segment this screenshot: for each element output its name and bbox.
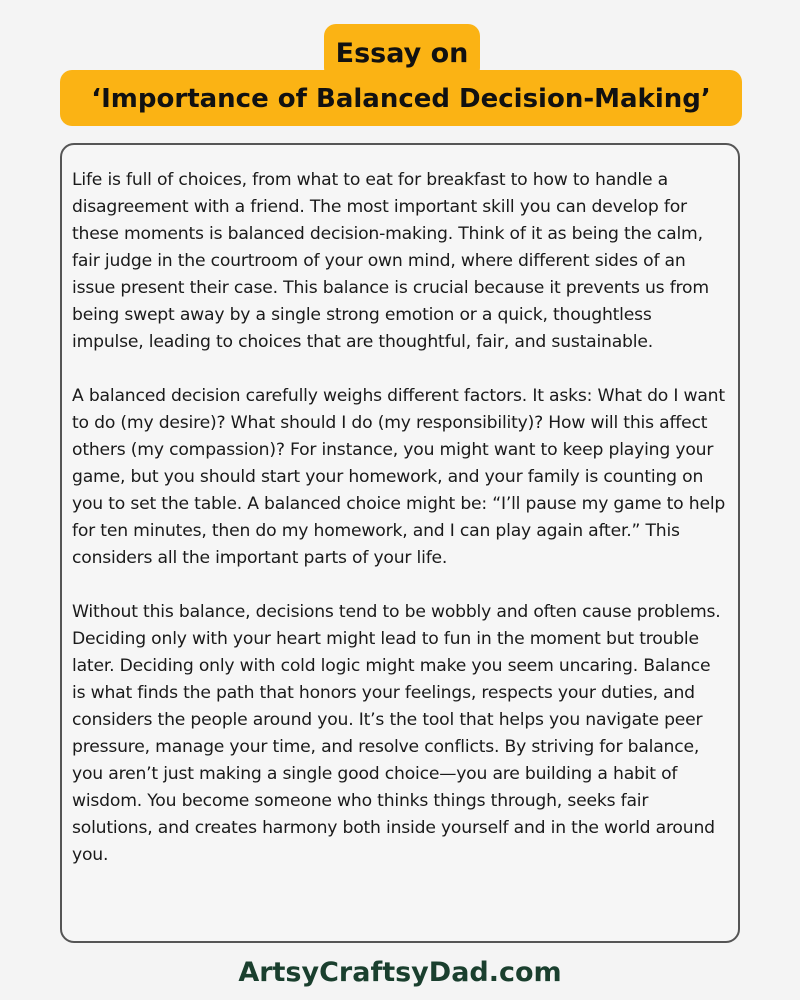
essay-paragraph-2: A balanced decision carefully weighs different factors. It asks: What do I want to do (my desire)? What should I do (my responsibility)? How will this affect others (my compassion)? For instance, you might want to keep playing your game, but you should start your homework, and your family is counting on you to set the table. A balanced choice might be: “I’ll pause my game to help for ten minutes, then do my homework, and I can play again after.” This considers all the important parts of your life.: [72, 386, 726, 568]
essay-paragraph-1: Life is full of choices, from what to eat for breakfast to how to handle a disagreement with a friend. The most important skill you can develop for these moments is balanced decision-making. Think of it as being the calm, fair judge in the courtroom of your own mind, where different sides of an issue present their case. This balance is crucial because it prevents us from being swept away by a single strong emotion or a quick, thoughtless impulse, leading to choices that are thoughtful, fair, and sustainable.: [72, 170, 709, 352]
essay-text-box: [60, 143, 740, 943]
essay-paragraph-3: Without this balance, decisions tend to be wobbly and often cause problems. Deciding only with your heart might lead to fun in the moment but trouble later. Deciding only with cold logic might make you seem uncaring. Balance is what finds the path that honors your feelings, respects your duties, and considers the people around you. It’s the tool that helps you navigate peer pressure, manage your time, and resolve conflicts. By striving for balance, you aren’t just making a single good choice—you are building a habit of wisdom. You become someone who thinks things through, seeks fair solutions, and creates harmony both inside yourself and in the world around you.: [72, 602, 721, 865]
footer-website: ArtsyCraftsyDad.com: [238, 957, 562, 988]
title-line-1: Essay on: [335, 38, 469, 69]
title-line-2: ‘Importance of Balanced Decision-Making’: [91, 84, 711, 114]
